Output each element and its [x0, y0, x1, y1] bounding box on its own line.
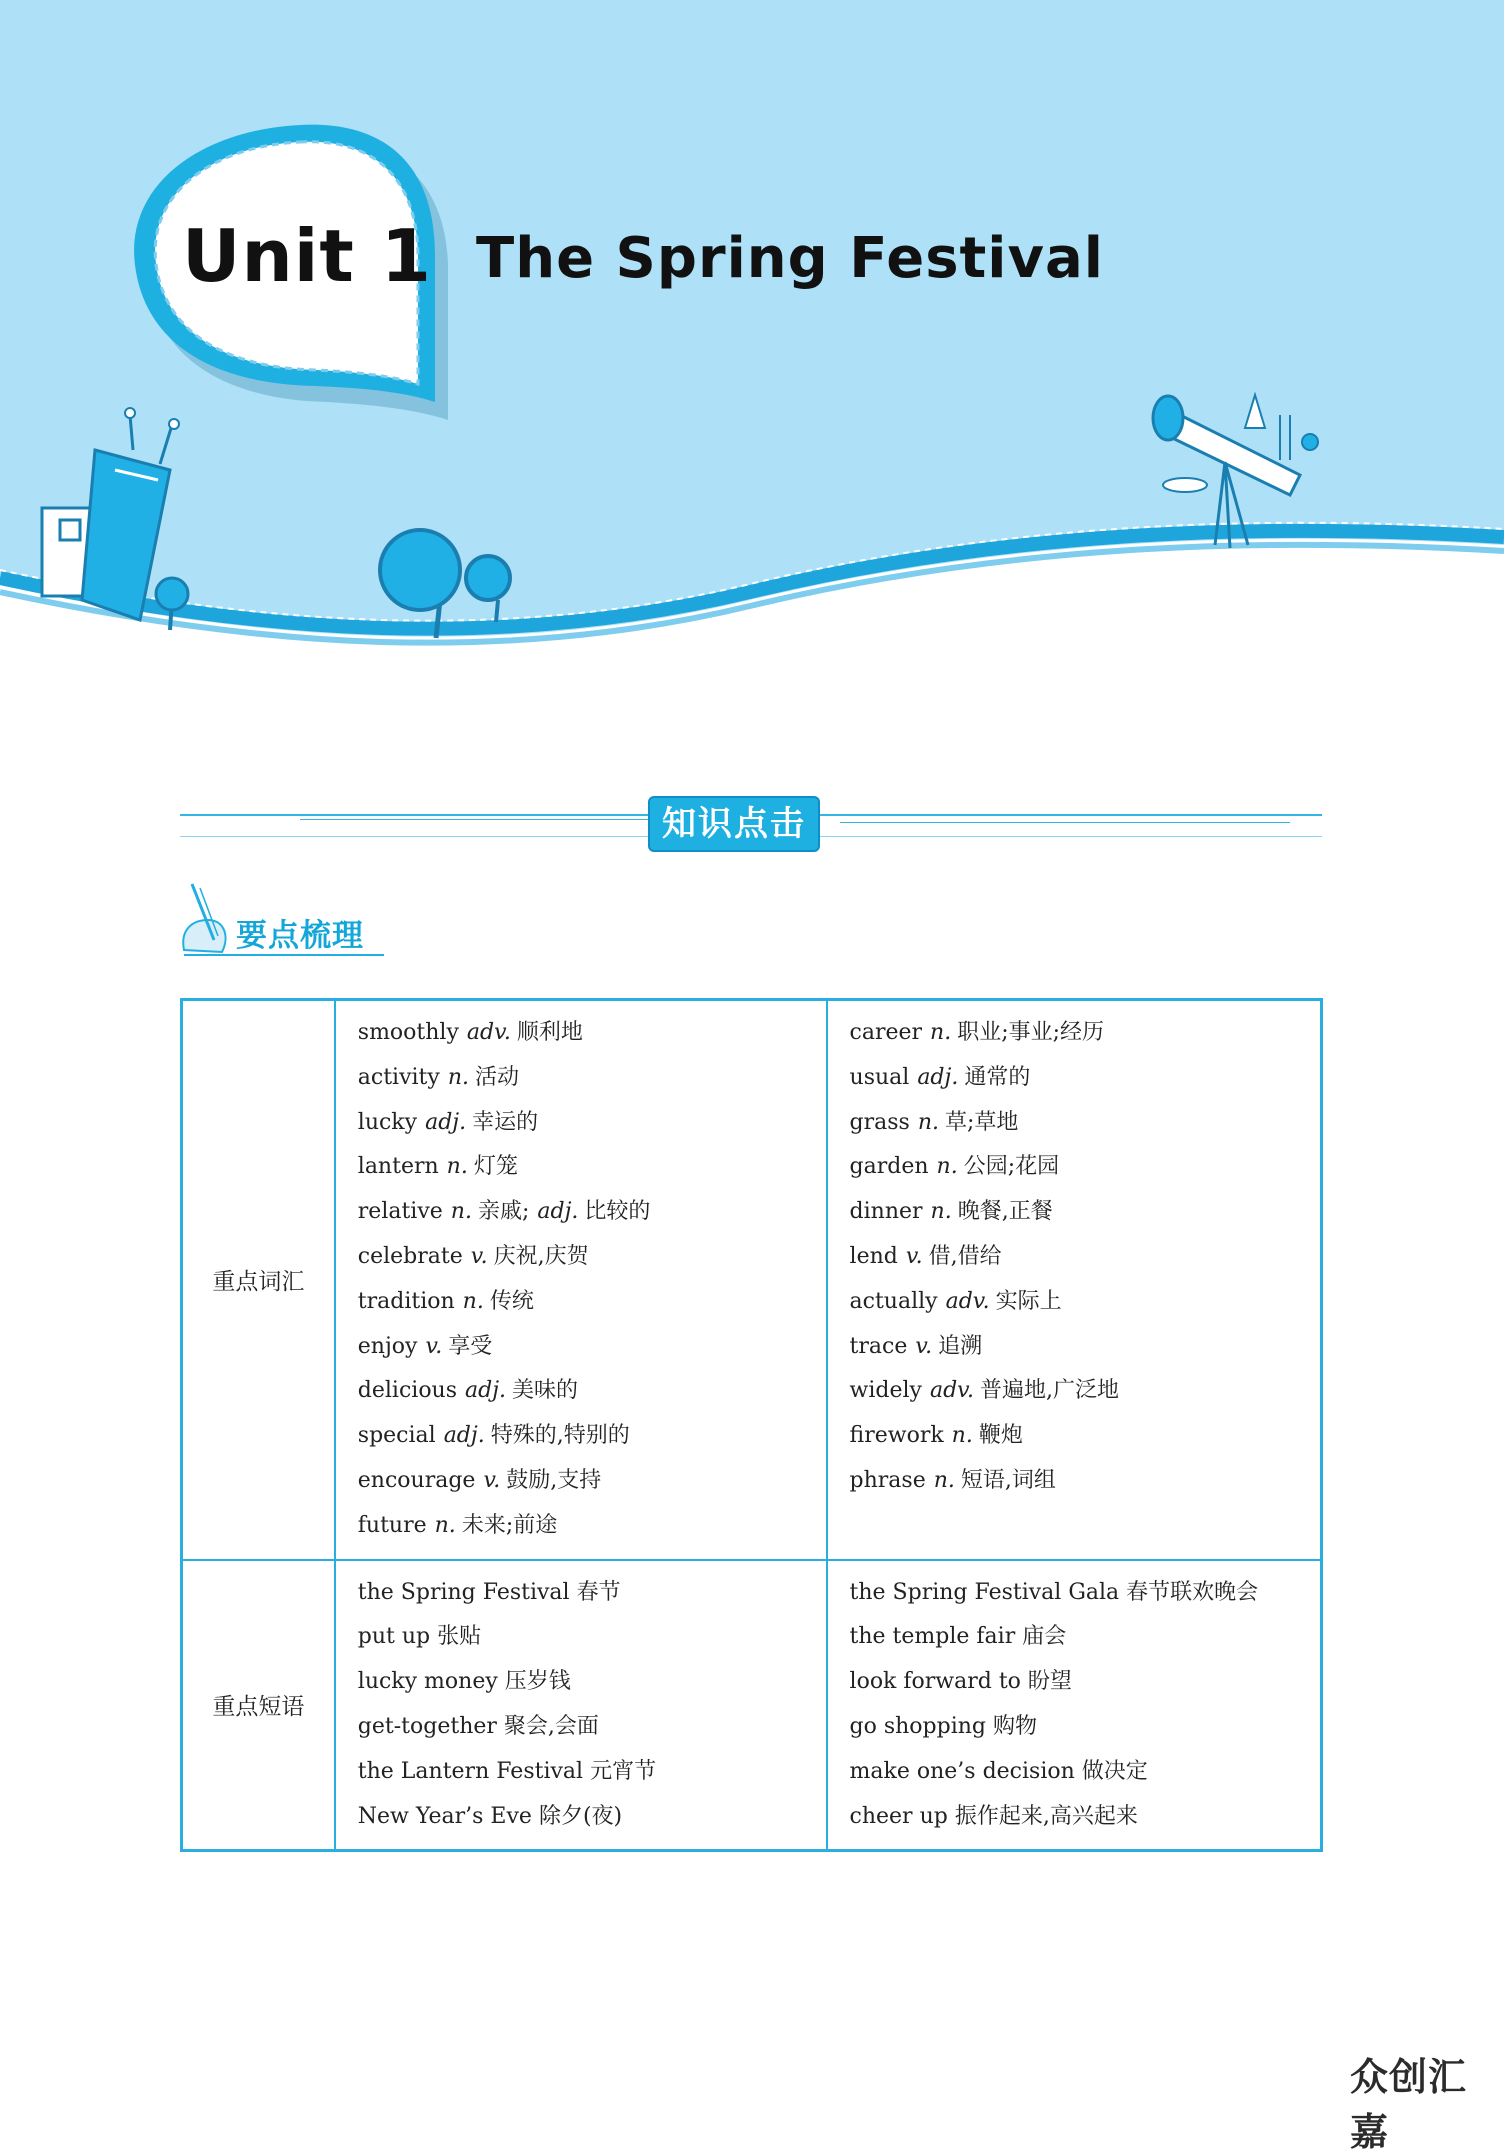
entry-part-of-speech: n.: [930, 1020, 952, 1045]
list-item: [358, 1504, 826, 1549]
entry-part-of-speech: adv.: [945, 1288, 990, 1314]
entry-english: lucky money: [357, 1669, 498, 1695]
entry-chinese: 灯笼: [473, 1154, 518, 1180]
entry-chinese: 庙会: [1022, 1624, 1067, 1650]
list-item: [358, 1235, 826, 1280]
list-item: [358, 1705, 826, 1750]
entry-chinese: 庆祝,庆贺: [493, 1243, 589, 1269]
list-item: [850, 1795, 1320, 1840]
entry-chinese: 追溯: [938, 1333, 983, 1359]
unit-banner: [0, 0, 1504, 670]
list-item: [850, 1101, 1320, 1146]
entry-english: look forward to: [849, 1669, 1021, 1695]
list-item: [358, 1101, 826, 1146]
entry-chinese: 通常的: [964, 1064, 1031, 1090]
list-item: [358, 1414, 826, 1459]
entry-chinese: 活动: [475, 1064, 520, 1090]
entry-english: the Lantern Festival: [357, 1758, 584, 1784]
entry-part-of-speech: n.: [930, 1199, 952, 1225]
entry-chinese: 借,借给: [928, 1243, 1002, 1269]
divider-line: [840, 822, 1290, 823]
entry-english: go shopping: [849, 1713, 987, 1739]
entry-chinese: 未来;前途: [461, 1512, 558, 1538]
list-item: [850, 1369, 1320, 1414]
entry-part-of-speech: n.: [951, 1423, 973, 1449]
entry-english: relative: [357, 1199, 443, 1225]
entry-chinese: 振作起来,高兴起来: [954, 1803, 1138, 1829]
right-column-cell: [827, 1000, 1322, 1560]
entry-part-of-speech: n.: [450, 1199, 472, 1225]
entry-english: get-together: [357, 1713, 497, 1739]
entry-english: career: [849, 1020, 923, 1045]
right-column-cell: [827, 1560, 1322, 1851]
entry-chinese: 顺利地: [516, 1020, 583, 1045]
entry-chinese: 做决定: [1081, 1758, 1148, 1784]
divider-line: [300, 819, 690, 820]
entry-chinese: 张贴: [437, 1624, 482, 1650]
entry-chinese: 鼓励,支持: [506, 1467, 602, 1493]
list-item: [358, 1145, 826, 1190]
list-item: [850, 1056, 1320, 1101]
entry-part-of-speech: v.: [425, 1333, 443, 1359]
entry-part-of-speech: n.: [462, 1288, 484, 1314]
entry-chinese: 亲戚;: [477, 1199, 530, 1225]
pen-icon: [178, 880, 238, 960]
watermark: 众创汇嘉: [1350, 2055, 1468, 2154]
entry-english: future: [357, 1512, 427, 1538]
entry-chinese: 公园;花园: [963, 1154, 1060, 1180]
left-column-cell: [335, 1560, 827, 1851]
entry-english: put up: [357, 1624, 431, 1650]
entry-part-of-speech: v.: [915, 1333, 933, 1359]
entry-chinese: 普遍地,广泛地: [979, 1378, 1119, 1404]
entry-chinese: 特殊的,特别的: [490, 1423, 630, 1449]
list-item: [358, 1190, 826, 1235]
entry-english: widely: [849, 1378, 922, 1404]
list-item: [850, 1750, 1320, 1795]
section-label: 知识点击: [648, 796, 820, 852]
list-item: [358, 1459, 826, 1504]
entry-english: dinner: [849, 1199, 923, 1225]
entry-chinese: 除夕(夜): [538, 1803, 623, 1829]
banner-illustration: [0, 0, 1504, 670]
entry-part-of-speech: n.: [933, 1467, 955, 1493]
entry-english: delicious: [357, 1378, 458, 1404]
list-item: [358, 1571, 826, 1616]
list-item: [358, 1615, 826, 1660]
entry-english: lend: [849, 1243, 898, 1269]
vocabulary-table: [180, 998, 1323, 1852]
entry-english: usual: [849, 1064, 910, 1090]
list-item: [358, 1325, 826, 1370]
entry-english: New Year’s Eve: [357, 1803, 532, 1829]
entry-chinese: 聚会,会面: [503, 1713, 599, 1739]
entry-part-of-speech: n.: [434, 1512, 456, 1538]
list-item: [850, 1571, 1320, 1616]
entry-part-of-speech: v.: [905, 1243, 923, 1269]
entry-part-of-speech: adj.: [917, 1064, 959, 1090]
entry-chinese: 草;草地: [945, 1109, 1019, 1135]
entry-chinese: 享受: [448, 1333, 493, 1359]
entry-english: celebrate: [357, 1243, 463, 1269]
entry-english: actually: [849, 1288, 938, 1314]
left-column-cell: [335, 1000, 827, 1560]
entry-english: encourage: [357, 1467, 476, 1493]
list-item: [358, 1660, 826, 1705]
list-item: [850, 1145, 1320, 1190]
list-item: [850, 1280, 1320, 1325]
entry-english: smoothly: [357, 1020, 459, 1045]
entry-english: cheer up: [849, 1803, 948, 1829]
list-item: [850, 1615, 1320, 1660]
entry-english: the Spring Festival Gala: [849, 1579, 1120, 1605]
entry-english: firework: [849, 1423, 944, 1449]
entry-part-of-speech: adj.: [425, 1109, 467, 1135]
list-item: [358, 1369, 826, 1414]
list-item: [358, 1750, 826, 1795]
entry-part-of-speech: adj.: [465, 1378, 507, 1404]
entry-chinese: 购物: [993, 1713, 1038, 1739]
entry-chinese: 职业;事业;经历: [957, 1020, 1105, 1045]
entry-english: the temple fair: [849, 1624, 1016, 1650]
entry-chinese: 传统: [489, 1288, 534, 1314]
unit-label: Unit 1: [182, 214, 432, 298]
entry-english: activity: [357, 1064, 440, 1090]
list-item: [850, 1459, 1320, 1504]
section-header: [180, 792, 1322, 852]
list-item: [850, 1011, 1320, 1056]
entry-chinese: 压岁钱: [504, 1669, 571, 1695]
entry-chinese: 盼望: [1027, 1669, 1072, 1695]
entry-chinese: 实际上: [995, 1288, 1062, 1314]
entry-part-of-speech: v.: [483, 1467, 501, 1493]
list-item: [850, 1414, 1320, 1459]
list-item: [358, 1795, 826, 1840]
entry-part-of-speech: n.: [936, 1154, 958, 1180]
entry-english: the Spring Festival: [357, 1579, 570, 1605]
subsection-header: [178, 880, 388, 960]
list-item: [358, 1056, 826, 1101]
subsection-underline: [184, 954, 384, 956]
list-item: [850, 1190, 1320, 1235]
entry-chinese: 鞭炮: [978, 1423, 1023, 1449]
entry-english: special: [357, 1423, 436, 1449]
entry-part-of-speech: adj.: [443, 1423, 485, 1449]
entry-english: garden: [849, 1154, 929, 1180]
list-item: [358, 1011, 826, 1056]
list-item: [850, 1325, 1320, 1370]
entry-part-of-speech: n.: [446, 1154, 468, 1180]
entry-chinese: 春节: [576, 1579, 621, 1605]
entry-english: grass: [849, 1109, 910, 1135]
entry-part-of-speech: v.: [470, 1243, 488, 1269]
entry-part-of-speech: n.: [917, 1109, 939, 1135]
entry-chinese: 幸运的: [472, 1109, 539, 1135]
list-item: [358, 1280, 826, 1325]
unit-title: The Spring Festival: [476, 226, 1104, 291]
entry-english: lucky: [357, 1109, 418, 1135]
entry-english: make one’s decision: [849, 1758, 1075, 1784]
entry-english: tradition: [357, 1288, 455, 1314]
entry-chinese: 比较的: [584, 1199, 651, 1225]
table-row: [182, 1560, 1322, 1851]
entry-chinese: 春节联欢晚会: [1126, 1579, 1259, 1605]
entry-english: lantern: [357, 1154, 439, 1180]
entry-english: phrase: [849, 1467, 926, 1493]
list-item: [850, 1705, 1320, 1750]
entry-part-of-speech: n.: [447, 1064, 470, 1090]
entry-part-of-speech: adj.: [537, 1199, 579, 1225]
entry-part-of-speech: adv.: [466, 1020, 511, 1045]
entry-english: trace: [849, 1333, 908, 1359]
subsection-label: 要点梳理: [236, 918, 364, 954]
entry-chinese: 元宵节: [590, 1758, 657, 1784]
table-row: [182, 1000, 1322, 1560]
entry-english: enjoy: [357, 1333, 418, 1359]
list-item: [850, 1235, 1320, 1280]
category-cell: 重点短语: [182, 1560, 335, 1851]
entry-chinese: 短语,词组: [960, 1467, 1056, 1493]
entry-part-of-speech: adv.: [929, 1378, 974, 1404]
list-item: [850, 1660, 1320, 1705]
entry-chinese: 晚餐,正餐: [957, 1199, 1053, 1225]
entry-chinese: 美味的: [512, 1378, 579, 1404]
category-cell: 重点词汇: [182, 1000, 335, 1560]
